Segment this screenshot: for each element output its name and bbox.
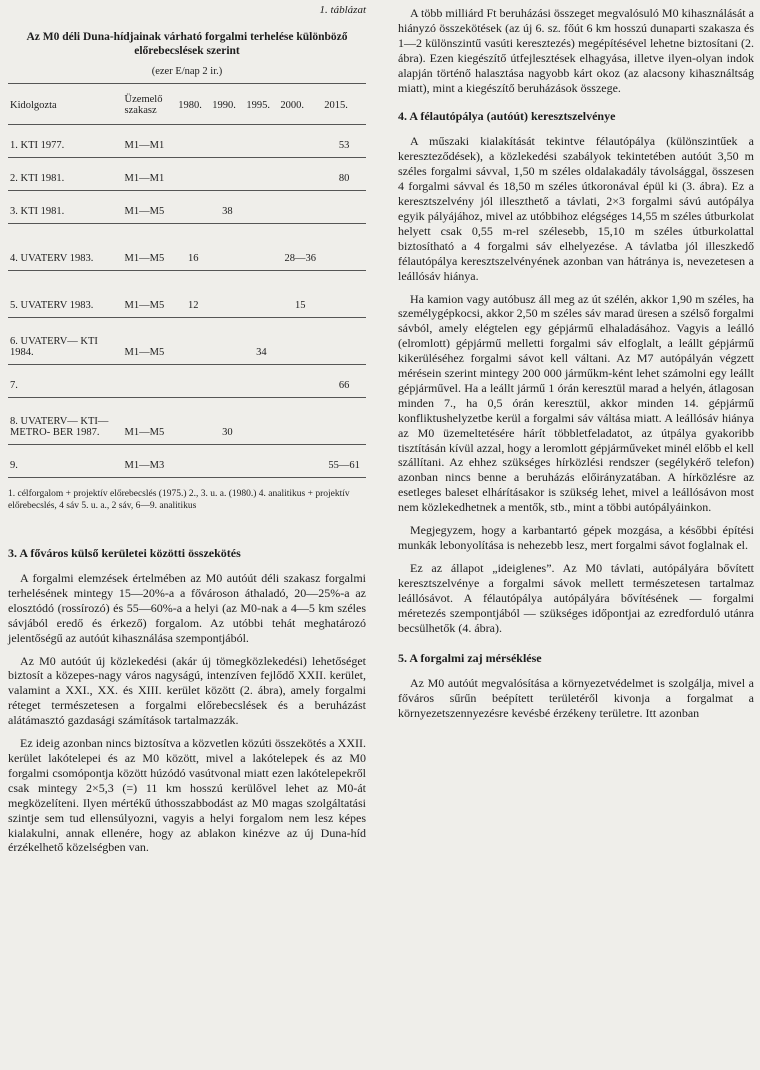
table-cell: 5. UVATERV 1983. — [8, 271, 123, 318]
table-row — [8, 445, 366, 478]
table-cell — [244, 191, 278, 224]
table-cell — [278, 158, 322, 191]
paragraph: Az M0 autóút megvalósítása a környezetvédelmet is szolgálja, mivel a főváros sűrűn beépített területéről kivonja a forgalmat a környezetszennyezésre kevésbé érzékeny területre. Itt azonban — [398, 676, 754, 721]
table-cell — [176, 365, 210, 398]
table-cell — [244, 224, 278, 271]
table-cell — [278, 365, 322, 398]
table-cell — [210, 365, 244, 398]
table-row — [8, 271, 366, 318]
table-title: Az M0 déli Duna-hídjainak várható forgalmi terhelése különböző előrebecslések szerint — [26, 31, 348, 57]
table-row — [8, 191, 366, 224]
table-cell — [176, 125, 210, 158]
paragraph: A több milliárd Ft beruházási összeget megvalósuló M0 kihasználását a hiányzó összekötések (az új 6. sz. főút 6 km hosszú dunaparti szakasza és 1—2 különszintű vasúti keresztezés) megépítésével lehetne biztosítani (2. ábra). Ezen kiegészítő útfejlesztések elhagyása, illetve ilyen-olyan indok alapján történő halasztása nagyobb kárt okoz (az alacsony kihasználtság miatt), mint a kiegészítő beruházások összege. — [398, 6, 754, 95]
table-cell — [278, 125, 322, 158]
col-header: Üzemelő szakasz — [123, 84, 177, 125]
table-unit: (ezer E/nap 2 ir.) — [151, 66, 223, 77]
col-header: Kidolgozta — [8, 84, 123, 125]
table-cell — [210, 158, 244, 191]
table-cell: 66 — [322, 365, 366, 398]
table-footnote: 1. célforgalom + projektív előrebecslés (1975.) 2., 3. u. a. (1980.) 4. analitikus + projektív előrebecslés, 4 sáv 5. u. a., 2 sáv, 6—9. analitikus — [8, 489, 350, 511]
section-3-heading: 3. A főváros külső kerületei közötti összekötés — [8, 546, 241, 560]
table-cell — [123, 365, 177, 398]
table-cell: 8. UVATERV— KTI—METRO- BER 1987. — [8, 398, 123, 445]
col-header: 1980. — [176, 84, 210, 125]
table-row — [8, 365, 366, 398]
table-cell — [244, 365, 278, 398]
table-cell — [176, 158, 210, 191]
paragraph: A forgalmi elemzések értelmében az M0 autóút déli szakasz forgalmi terhelésének mintegy 15—20%-a a fővároson áthaladó, 20—25%-a az elosztódó (rossírozó) és 55—60%-a a helyi (az M0-nak a 4—5 km széles sávjából eredő és érkező) forgalom. Az utóbbi tehát meghatározó jelentőségű az autóút kihasználása szempontjából. — [8, 571, 366, 645]
table-cell: M1—M5 — [123, 224, 177, 271]
table-cell: 55—61 — [322, 445, 366, 478]
table-cell: M1—M1 — [123, 158, 177, 191]
table-cell: 80 — [322, 158, 366, 191]
paragraph: Megjegyzem, hogy a karbantartó gépek mozgása, a későbbi építési munkák lebonyolítása is nehezebb lesz, mert forgalmi sávot foglalnak el. — [398, 523, 754, 552]
table-cell: 15 — [278, 271, 322, 318]
table-cell — [278, 445, 322, 478]
table-cell: 3. KTI 1981. — [8, 191, 123, 224]
table-cell — [322, 398, 366, 445]
table-cell — [322, 271, 366, 318]
table-cell — [244, 125, 278, 158]
table-row — [8, 318, 366, 365]
table-cell: M1—M5 — [123, 318, 177, 365]
left-column — [8, 0, 366, 863]
table-cell: M1—M1 — [123, 125, 177, 158]
col-header: 1990. — [210, 84, 244, 125]
table-cell: 28—36 — [278, 224, 322, 271]
table-cell — [176, 318, 210, 365]
paragraph: Ha kamion vagy autóbusz áll meg az út szélén, akkor 1,90 m széles, ha személygépkocsi, akkor 2,50 m széles sáv marad üresen a szélső forgalmi sávból, amely elégtelen egy gépjármű elhaladásához. Vagyis a leálló (elromlott) gépjármű melletti forgalmi sáv elfoglalt, a leállt gépjármű kikerüléséhez forgalmi sávot kell váltani. Az M7 autópályán végzett mérésein szerint mintegy 200 000 járműkm-ként lehet számolni egy leállt gépjárművel. Ha a leállt jármű 1 órán keresztül marad a helyén, átlagosan minden 7., ha 0,5 órán keresztül, akkor minden 14. gépjármű konfliktushelyzetbe kerül a forgalmi sáv váltása miatt. A leállósáv hiánya az M0 üzemeltetésére hárít többletfeladatot, az útpálya gyakoribb tisztításán kívül azzal, hogy a leromlott gépjárműveket minél előbb el kell szállítani. Az ehhez szükséges hírközlési rendszer (segélykérő telefon) azonban nincs benne a beruházás előirányzatában. A hírközlésre az esetleges baleset elhárításakor is szükség lehet, mivel a leállósávon most nem közlekedhetnek a mentők, stb., mint a többi autópályáinkon. — [398, 291, 754, 515]
paragraph: Az M0 autóút új közlekedési (akár új tömegközlekedési) lehetőséget biztosít a közepes-nagy város nagyságú, intenzíven fejlődő XXII. kerület, valamint a XXI., XX. és XIII. kerület között (2. ábra), amely forgalmi réteget természetesen a forgalmi előrebecslések és a beruházást alátámasztó gazdasági számítások tartalmazzák. — [8, 653, 366, 728]
table-header-row — [8, 84, 366, 125]
table-cell — [210, 318, 244, 365]
table-cell — [278, 318, 322, 365]
col-header: 2000. — [278, 84, 322, 125]
table-cell: 30 — [210, 398, 244, 445]
table-row — [8, 158, 366, 191]
table-cell: M1—M3 — [123, 445, 177, 478]
table-cell — [176, 445, 210, 478]
table-cell: 34 — [244, 318, 278, 365]
table-cell — [278, 398, 322, 445]
table-cell — [244, 158, 278, 191]
table-cell — [210, 445, 244, 478]
table-cell: 9. — [8, 445, 123, 478]
table-cell: M1—M5 — [123, 271, 177, 318]
table-cell — [176, 398, 210, 445]
table-cell — [322, 318, 366, 365]
table-cell: 6. UVATERV— KTI 1984. — [8, 318, 123, 365]
table-cell — [278, 191, 322, 224]
table-cell — [244, 398, 278, 445]
table-cell — [176, 191, 210, 224]
table-cell — [210, 271, 244, 318]
table-cell: 53 — [322, 125, 366, 158]
table-cell: M1—M5 — [123, 191, 177, 224]
table-cell: 4. UVATERV 1983. — [8, 224, 123, 271]
col-header: 1995. — [244, 84, 278, 125]
section-4-heading: 4. A félautópálya (autóút) keresztszelvénye — [398, 109, 616, 124]
forecast-table — [8, 83, 366, 478]
table-cell — [244, 445, 278, 478]
col-header: 2015. — [322, 84, 366, 125]
paragraph: A műszaki kialakítását tekintve félautópálya (különszintűek a kereszteződések), a közlekedési szabályok tekintetében autóút 3,50 m széles forgalmi sávval, 1,50 m széles oldalakadály távolsággal, összesen 4 forgalmi sávval és 18,50 m széles útkoronával épül ki (3. ábra). Ez a keresztszelvény jól illeszthető a távlati, 2×3 forgalmi sávú autópálya egyik pályájához, mivel az utóbbihoz elégséges 14,55 m széles útburkolat helyett csak 0,55 m-rel szélesebb, 15,10 m széles útburkolattal biztosítható a 4 forgalmi sáv elhelyezése. A távlatba jól illeszkedő félautópálya keresztszelvényének azonban van hátránya is, nevezetesen a leállósáv hiánya. — [398, 134, 754, 283]
table-cell: 1. KTI 1977. — [8, 125, 123, 158]
table-cell — [210, 125, 244, 158]
table-row — [8, 224, 366, 271]
table-cell: 2. KTI 1981. — [8, 158, 123, 191]
table-row — [8, 125, 366, 158]
table-cell: 16 — [176, 224, 210, 271]
table-cell: 38 — [210, 191, 244, 224]
table-cell — [322, 224, 366, 271]
table-cell — [244, 271, 278, 318]
section-5-heading: 5. A forgalmi zaj mérséklése — [398, 651, 542, 666]
table-cell: 12 — [176, 271, 210, 318]
table-row — [8, 398, 366, 445]
paragraph: Ez az állapot „ideiglenes”. Az M0 távlati, autópályára bővített keresztszelvénye a forgalmi sávok mellett természetesen tartalmaz leállósávot. A félautópálya autópályára bővítésének — forgalmi méretezés szempontjából — szükséges időpontjai az ezredforduló utánra becsülhetők (4. ábra). — [398, 560, 754, 635]
table-cell: M1—M5 — [123, 398, 177, 445]
right-column — [398, 0, 754, 729]
paragraph: Ez ideig azonban nincs biztosítva a közvetlen közúti összekötés a XXII. kerület lakótelepei és az M0 között, mivel a lakótelepek és az M0 forgalmi csomópontja között húzódó vasútvonal miatt ezen lakótelepekről csak mintegy 2×5,3 (=) 11 km hosszú kerülővel lehet az M0-át megközelíteni. Ilyen mértékű úthosszabbodást az M0 magas szolgáltatási szintje sem tud ellensúlyozni, vagyis a helyi forgalom nem lesz képes kialakulni, annak ellenére, hogy az ablakon kinézve az új Duna-híd érzékelhető közelségben van. — [8, 736, 366, 855]
table-cell: 7. — [8, 365, 123, 398]
table-cell — [210, 224, 244, 271]
table-cell — [322, 191, 366, 224]
table-number: 1. táblázat — [319, 4, 366, 16]
